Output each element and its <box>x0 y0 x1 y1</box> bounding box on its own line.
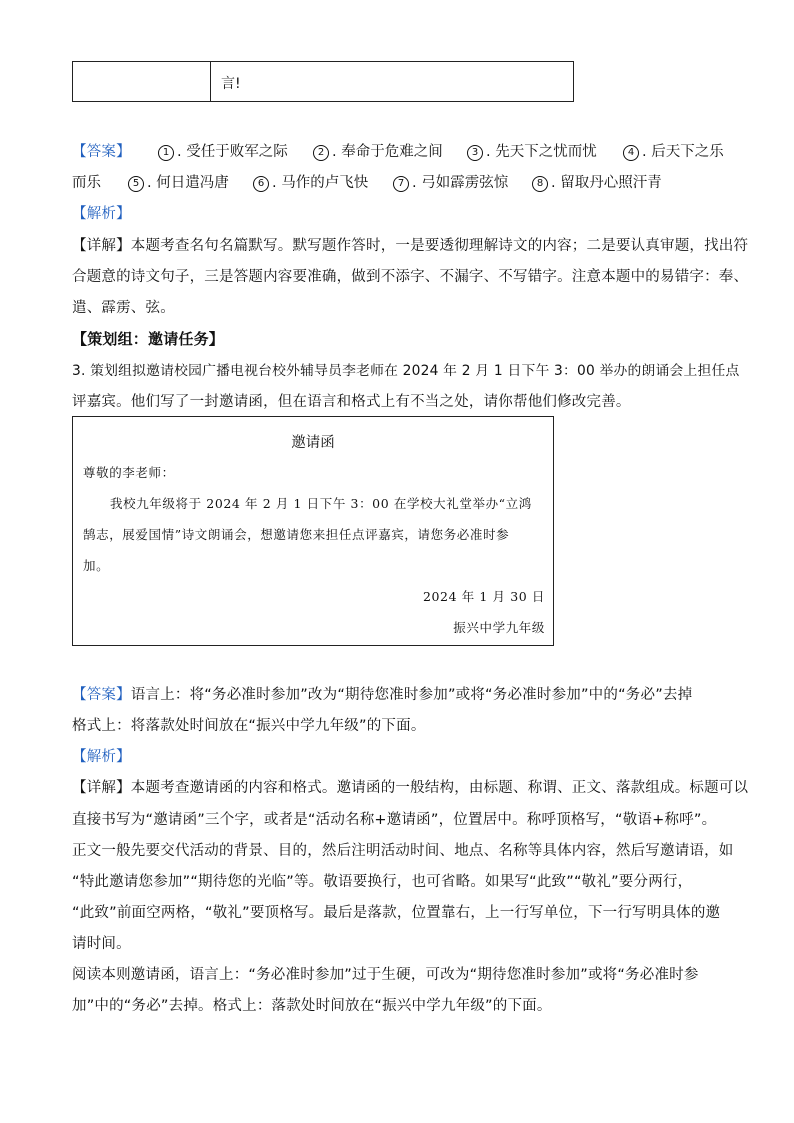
q3-answer-text: 语言上：将“务必准时参加”改为“期待您准时参加”或将“务必准时参加”中的“务必”去掉 <box>130 687 693 703</box>
table-fragment <box>72 61 574 102</box>
q3-detail-line: 请时间。 <box>72 936 131 952</box>
invitation-signature: 振兴中学九年级 <box>453 620 545 635</box>
table-cell-text: 言! <box>221 76 241 92</box>
q2-detail-line: 遣、霹雳、弦。 <box>72 300 175 316</box>
circled-number: 3 <box>467 145 483 161</box>
answer-text: . 后天下之乐 <box>642 144 724 160</box>
q3-question-line: 评嘉宾。他们写了一封邀请函，但在语言和格式上有不当之处，请你帮他们修改完善。 <box>72 394 631 410</box>
q3-detail-line: 【详解】本题考查邀请函的内容和格式。邀请函的一般结构，由标题、称谓、正文、落款组成。标题可以 <box>72 780 749 796</box>
q2-answer-tag: 【答案】 <box>72 144 131 160</box>
invitation-body-line: 加。 <box>83 558 110 573</box>
circled-number: 5 <box>128 176 144 192</box>
q3-detail-line: 正文一般先要交代活动的背景、目的，然后注明活动时间、地点、名称等具体内容，然后写邀请语，如 <box>72 843 734 859</box>
q3-answer-line: 格式上：将落款处时间放在“振兴中学九年级”的下面。 <box>72 718 426 734</box>
q3-detail-line: 阅读本则邀请函，语言上：“务必准时参加”过于生硬，可改为“期待您准时参加”或将“务必准时参 <box>72 967 699 983</box>
answer-continuation: 而乐 <box>72 175 101 191</box>
circled-number: 1 <box>158 145 174 161</box>
invitation-title: 邀请函 <box>291 435 335 451</box>
q3-question-line: 3. 策划组拟邀请校园广播电视台校外辅导员李老师在 2024 年 2 月 1 日下午 3：00 举办的朗诵会上担任点 <box>72 363 740 379</box>
answer-item-3 <box>467 142 597 162</box>
answer-item-1 <box>158 142 288 162</box>
invitation-letter-box <box>72 416 554 646</box>
answer-text: . 受任于败军之际 <box>177 144 288 160</box>
q3-answer-line <box>72 685 692 705</box>
answer-item-5 <box>128 173 229 193</box>
circled-number: 6 <box>253 176 269 192</box>
table-divider <box>210 62 211 101</box>
circled-number: 4 <box>623 145 639 161</box>
q3-detail-line: 直接书写为“邀请函”三个字，或者是“活动名称+邀请函”，位置居中。称呼顶格写，“敬语+称呼”。 <box>72 812 717 828</box>
q2-detail-line: 合题意的诗文句子，三是答题内容要准确，做到不添字、不漏字、不写错字。注意本题中的易错字：奉、 <box>72 269 749 285</box>
answer-text: . 何日遣冯唐 <box>147 175 229 191</box>
q2-detail-line: 【详解】本题考查名句名篇默写。默写题作答时，一是要透彻理解诗文的内容；二是要认真审题，找出符 <box>72 238 749 254</box>
q2-analysis-tag: 【解析】 <box>72 206 131 222</box>
invitation-body-line: 鹄志，展爱国情”诗文朗诵会，想邀请您来担任点评嘉宾，请您务必准时参 <box>83 527 510 542</box>
answer-text: . 弓如霹雳弦惊 <box>412 175 509 191</box>
circled-number: 8 <box>532 176 548 192</box>
section-heading: 【策划组：邀请任务】 <box>72 330 225 348</box>
circled-number: 7 <box>393 176 409 192</box>
answer-item-6 <box>253 173 368 193</box>
invitation-body-line: 我校九年级将于 2024 年 2 月 1 日下午 3：00 在学校大礼堂举办“立鸿 <box>110 496 532 511</box>
answer-item-7 <box>393 173 508 193</box>
q3-detail-line: 加”中的“务必”去掉。格式上：落款处时间放在“振兴中学九年级”的下面。 <box>72 998 552 1014</box>
q3-detail-line: “特此邀请您参加”“期待您的光临”等。敬语要换行，也可省略。如果写“此致”“敬礼”要分两行， <box>72 874 693 890</box>
q3-answer-tag: 【答案】 <box>72 687 131 703</box>
answer-text: . 留取丹心照汗青 <box>551 175 662 191</box>
q3-detail-line: “此致”前面空两格，“敬礼”要顶格写。最后是落款，位置靠右，上一行写单位，下一行写明具体的邀 <box>72 905 721 921</box>
answer-text: . 先天下之忧而忧 <box>486 144 597 160</box>
q3-analysis-tag: 【解析】 <box>72 749 131 765</box>
invitation-date: 2024 年 1 月 30 日 <box>422 589 545 604</box>
circled-number: 2 <box>313 145 329 161</box>
answer-item-2 <box>313 142 443 162</box>
invitation-salutation: 尊敬的李老师： <box>83 465 175 480</box>
answer-text: . 马作的卢飞快 <box>272 175 369 191</box>
answer-item-4 <box>623 142 724 162</box>
answer-text: . 奉命于危难之间 <box>332 144 443 160</box>
answer-item-8 <box>532 173 662 193</box>
